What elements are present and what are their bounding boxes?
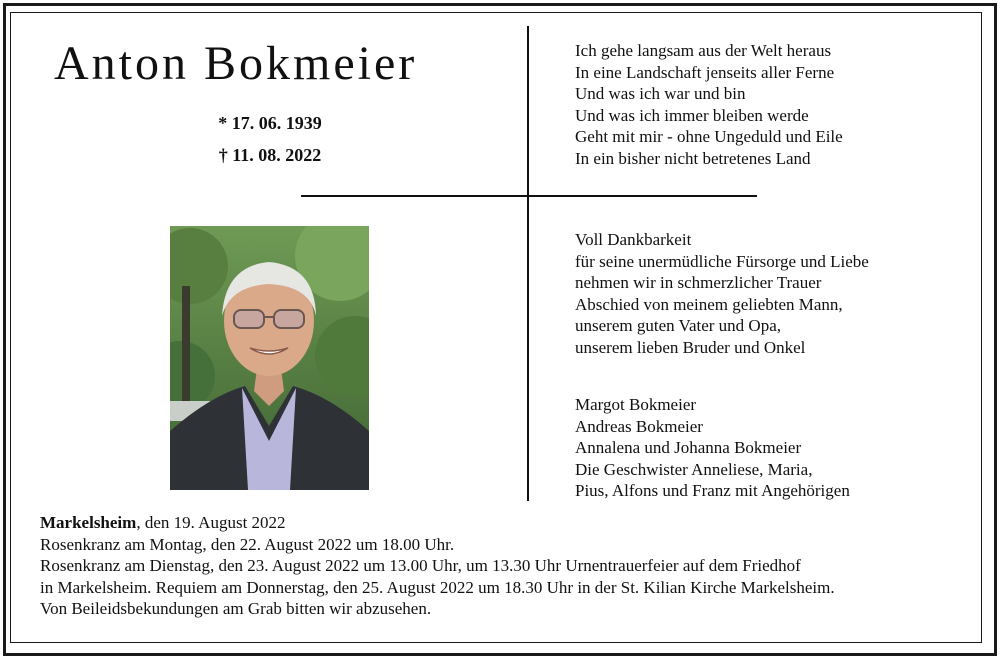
- birth-date: * 17. 06. 1939: [218, 113, 322, 133]
- notice-date: , den 19. August 2022: [136, 513, 286, 532]
- poem-line: Und was ich immer bleiben werde: [575, 105, 809, 125]
- portrait-illustration: [170, 226, 369, 490]
- mourner-name: Andreas Bokmeier: [575, 416, 703, 436]
- mourners-list: [575, 394, 850, 502]
- gratitude-line: unserem lieben Bruder und Onkel: [575, 337, 806, 357]
- mourner-name: Die Geschwister Anneliese, Maria,: [575, 459, 813, 479]
- gratitude-text: [575, 229, 869, 358]
- poem-line: In eine Landschaft jenseits aller Ferne: [575, 62, 835, 82]
- mourner-name: Pius, Alfons und Franz mit Angehörigen: [575, 481, 850, 500]
- place-date-line: [40, 512, 835, 534]
- deceased-name: Anton Bokmeier: [54, 37, 418, 90]
- gratitude-line: Abschied von meinem geliebten Mann,: [575, 294, 843, 314]
- gratitude-line: Voll Dankbarkeit: [575, 230, 692, 249]
- mourner-name: Margot Bokmeier: [575, 395, 697, 414]
- cross-horizontal-bar: [301, 195, 757, 197]
- cross-vertical-bar: [527, 26, 529, 501]
- poem-line: Geht mit mir - ohne Ungeduld und Eile: [575, 127, 843, 146]
- gratitude-line: für seine unermüdliche Fürsorge und Liebe: [575, 251, 869, 271]
- poem-line: Und was ich war und bin: [575, 84, 746, 103]
- place-name: Markelsheim: [40, 513, 137, 532]
- mourner-name: Annalena und Johanna Bokmeier: [575, 438, 802, 457]
- gratitude-line: unserem guten Vater und Opa,: [575, 316, 781, 335]
- service-line: Rosenkranz am Montag, den 22. August 2022 um 18.00 Uhr.: [40, 534, 455, 554]
- poem-line: Ich gehe langsam aus der Welt heraus: [575, 41, 832, 60]
- service-line: Rosenkranz am Dienstag, den 23. August 2022 um 13.00 Uhr, um 13.30 Uhr Urnentrauerfeier auf dem Friedhof: [40, 556, 801, 575]
- gratitude-line: nehmen wir in schmerzlicher Trauer: [575, 273, 822, 292]
- poem-line: In ein bisher nicht betretenes Land: [575, 148, 811, 168]
- service-line: in Markelsheim. Requiem am Donnerstag, den 25. August 2022 um 18.30 Uhr in der St. Kilian Kirche Markelsheim.: [40, 577, 835, 597]
- death-date: † 11. 08. 2022: [218, 145, 322, 165]
- service-details: [40, 512, 835, 620]
- service-line: Von Beileidsbekundungen am Grab bitten wir abzusehen.: [40, 599, 432, 618]
- poem: [575, 40, 843, 169]
- portrait-photo-icon: [170, 226, 369, 490]
